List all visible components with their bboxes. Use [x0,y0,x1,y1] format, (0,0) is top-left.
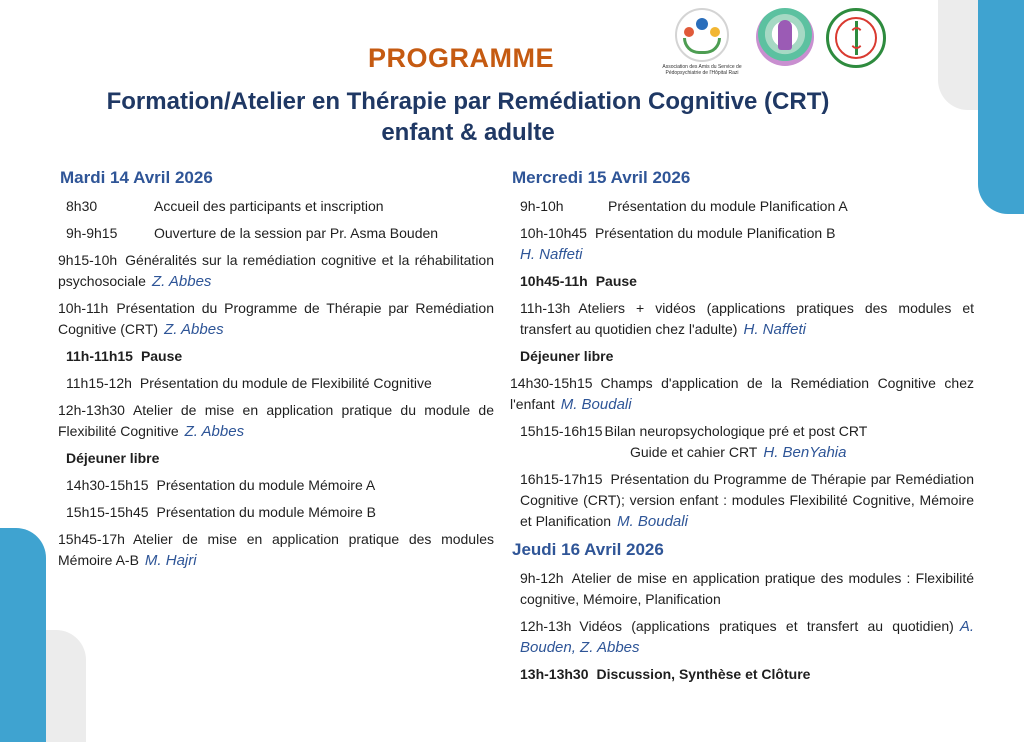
schedule-entry [510,469,974,532]
entry-speaker: Z. Abbes [184,423,245,440]
entry-speaker: H. BenYahia [763,444,847,461]
wellbeing-logo [756,8,814,66]
entry-speaker: A. Bouden, Z. Abbes [520,618,974,656]
entry-speaker: Z. Abbes [164,321,224,338]
day-heading-wednesday: Mercredi 15 Avril 2026 [512,168,691,187]
entry-text: Déjeuner libre [520,348,614,364]
page-title: PROGRAMME [368,43,554,73]
entry-text: Ouverture de la session par Pr. Asma Bouden [154,225,439,241]
entry-time: 10h-10h45 [520,225,587,241]
entry-text-2: Guide et cahier CRT [630,444,758,460]
schedule-entry-lunch [58,448,494,469]
schedule-entry [510,568,974,610]
entry-time: 11h15-12h [66,375,132,391]
wednesday-thursday-schedule [510,166,974,691]
entry-text: Accueil des participants et inscription [154,198,384,214]
schedule-entry [510,616,974,658]
entry-text: Ateliers + vidéos (applications pratiques des modules et transfert au quotidien chez l'adulte) [520,300,974,337]
entry-time: 15h15-15h45 [66,504,149,520]
schedule-entry [58,250,494,292]
corner-decoration-bottom-left-gray [46,630,86,742]
entry-speaker: M. Hajri [144,552,197,569]
partner-logos [660,8,886,76]
entry-text: Atelier de mise en application pratique des modules Mémoire A-B [58,531,494,568]
entry-text: Atelier de mise en application pratique du module de Flexibilité Cognitive [58,402,494,439]
entry-text: Présentation du module Mémoire A [156,477,376,493]
entry-time: 12h-13h30 [58,402,125,418]
entry-text: Déjeuner libre [66,450,160,466]
schedule-entry [58,223,494,244]
entry-text: Présentation du Programme de Thérapie par Remédiation Cognitive (CRT) [58,300,494,337]
entry-time: 9h-9h15 [66,225,118,241]
schedule-entry [510,421,974,463]
schedule-entry [510,223,974,265]
entry-time: 8h30 [66,198,98,214]
entry-time: 10h45-11h [520,273,588,289]
schedule-entry [58,475,494,496]
schedule-entry [510,373,974,415]
schedule-entry [510,196,974,217]
entry-text: Bilan neuropsychologique pré et post CRT [604,423,868,439]
schedule-entry [510,298,974,340]
entry-text: Champs d'application de la Remédiation Cognitive chez l'enfant [510,375,974,412]
day-heading-thursday: Jeudi 16 Avril 2026 [512,540,664,559]
entry-text: Pause [140,348,183,364]
subtitle-line-2: enfant & adulte [381,119,555,146]
entry-time: 12h-13h [520,618,572,634]
entry-text: Vidéos (applications pratiques et transfert au quotidien) [579,618,954,634]
day-heading-tuesday: Mardi 14 Avril 2026 [60,168,213,187]
entry-text: Présentation du module Mémoire B [156,504,376,520]
entry-speaker: H. Naffeti [743,321,807,338]
schedule-entry-lunch [510,346,974,367]
entry-time: 15h15-16h15 [520,423,603,439]
schedule-entry [58,373,494,394]
schedule-entry [58,298,494,340]
schedule-entry [58,502,494,523]
entry-time: 15h45-17h [58,531,125,547]
entry-text: Généralités sur la remédiation cognitive et la réhabilitation psychosociale [58,252,494,289]
corner-decoration-top-right-gray [938,0,978,110]
entry-time: 9h15-10h [58,252,118,268]
entry-time: 16h15-17h15 [520,471,603,487]
entry-speaker: M. Boudali [560,396,632,413]
medical-society-logo [826,8,886,68]
entry-time: 11h-13h [520,300,571,316]
entry-text: Présentation du Programme de Thérapie par Remédiation Cognitive (CRT); version enfant : modules Flexibilité Cognitive, Mémoire et Planification [520,471,974,529]
entry-text: Présentation du module Planification B [594,225,836,241]
page-subtitle [0,86,936,148]
entry-text: Discussion, Synthèse et Clôture [596,666,811,682]
entry-time: 14h30-15h15 [510,375,593,391]
schedule-entry-pause [58,346,494,367]
schedule-entry [58,400,494,442]
entry-time: 9h-12h [520,570,564,586]
entry-text: Atelier de mise en application pratique des modules : Flexibilité cognitive, Mémoire, Planification [520,570,974,607]
entry-text: Présentation du module de Flexibilité Cognitive [139,375,432,391]
tuesday-schedule [58,166,494,577]
schedule-entry-closing [510,664,974,685]
entry-time: 9h-10h [520,198,564,214]
schedule-entry-pause [510,271,974,292]
association-logo-caption: Association des Amis du Service de Pédopsychiatrie de l'Hôpital Razi [662,64,742,76]
schedule-entry [58,196,494,217]
entry-text: Présentation du module Planification A [608,198,848,214]
entry-time: 11h-11h15 [66,348,133,364]
entry-time: 13h-13h30 [520,666,589,682]
entry-text: Pause [595,273,637,289]
subtitle-line-1: Formation/Atelier en Thérapie par Remédiation Cognitive (CRT) [106,88,830,115]
entry-speaker: Z. Abbes [151,273,212,290]
association-logo [660,8,744,76]
entry-time: 10h-11h [58,300,109,316]
entry-speaker: M. Boudali [617,513,688,530]
schedule-entry [58,529,494,571]
entry-speaker: H. Naffeti [520,246,583,263]
corner-decoration-bottom-left-blue [0,528,46,742]
corner-decoration-top-right-blue [978,0,1024,214]
entry-time: 14h30-15h15 [66,477,149,493]
